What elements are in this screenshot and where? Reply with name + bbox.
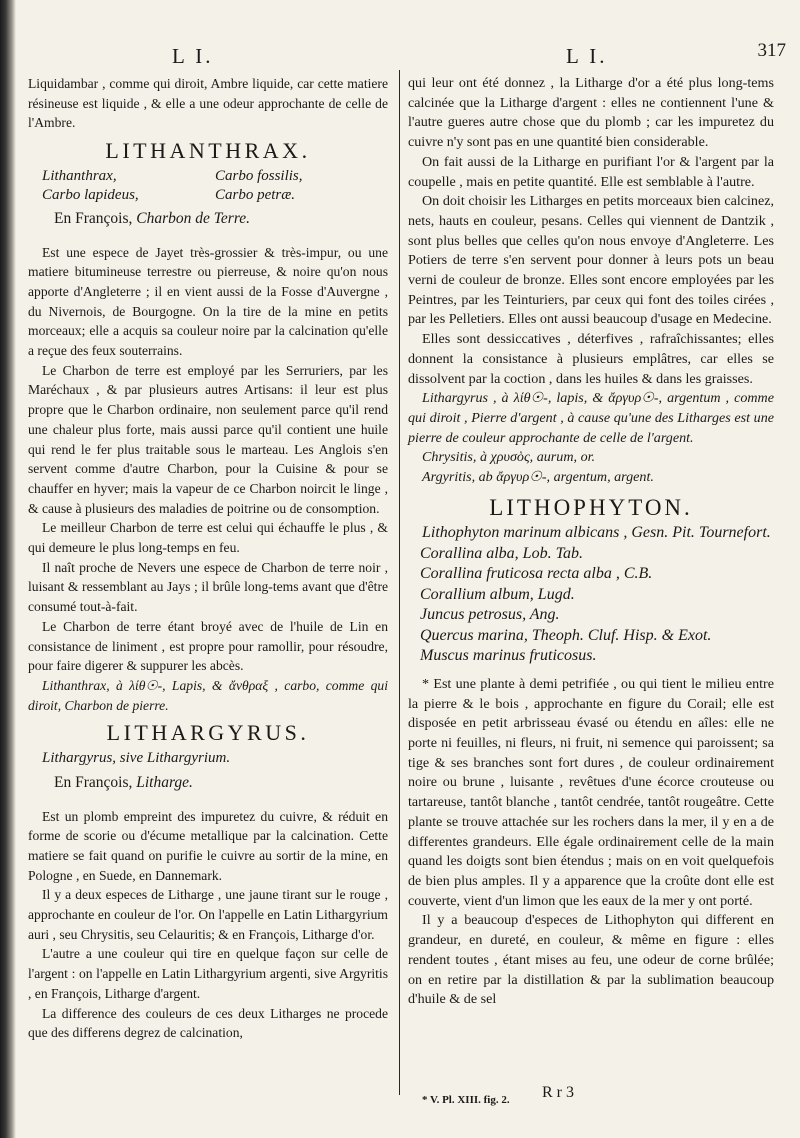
entry-title-lithophyton: LITHOPHYTON. bbox=[489, 494, 693, 520]
french-name-lithargyrus bbox=[28, 773, 388, 793]
footnote: * V. Pl. XIII. fig. 2. bbox=[422, 1094, 510, 1106]
left-column bbox=[28, 74, 388, 1043]
french-term: Charbon de Terre. bbox=[136, 209, 251, 227]
etymology-paragraph: Lithargyrus , à λίθ☉-, lapis, & ἄργυρ☉-, argentum , comme qui diroit , Pierre d'argent , à cause qu'une des Litharges est une pierre de couleur approchante de celle de l'argent. bbox=[408, 390, 774, 446]
synonyms-lithanthrax bbox=[28, 167, 388, 205]
synonym: Carbo lapideus, bbox=[42, 186, 139, 203]
paragraph: Il y a deux especes de Litharge , une jaune tirant sur le rouge , approchante en couleur de l'or. On l'appelle en Latin Lithargyrium auri , seu Chrysitis, seu Celauritis; & en François, Litharge d'or. bbox=[28, 887, 388, 942]
intro-paragraph: Liquidambar , comme qui diroit, Ambre liquide, car cette matiere résineuse est liquide , & elle a une odeur approchante de celle de l'Ambre. bbox=[28, 76, 388, 131]
running-head-right: L I. bbox=[566, 44, 608, 68]
etymology-paragraph: Lithanthrax, à λίθ☉-, Lapis, & ἄνθραξ , carbo, comme qui diroit, Charbon de pierre. bbox=[28, 677, 388, 713]
synonym: Corallium album, Lugd. bbox=[420, 585, 575, 603]
paragraph: Est une espece de Jayet très-grossier & très-impur, ou une matiere bitumineuse terrestre ou pierreuse, & noire qu'on nous apporte d'Angleterre ; il en vient aussi de la Fosse d'Auvergne , du Nivernois, de Bourgogne. On la tire de la mine en petits morceaux; elle a acquis sa couleur noire par la calcination qu'elle a reçue des feux souterrains. bbox=[28, 244, 388, 359]
french-prefix: En François, bbox=[54, 773, 133, 791]
paragraph: Le Charbon de terre étant broyé avec de l'huile de Lin en consistance de liniment , est propre pour ramollir, pour résoudre, pour faire digerer & suppurer les abcès. bbox=[28, 618, 388, 674]
synonym: Muscus marinus fruticosus. bbox=[420, 647, 597, 665]
french-prefix: En François, bbox=[54, 209, 133, 227]
paragraph: Le Charbon de terre est employé par les Serruriers, par les Maréchaux , & par plusieurs autres Artisans: il leur est plus propre que le Charbon ordinaire, non seulement parce qu'il rend une chaleur plus forte, mais aussi parce qu'il contient une huile qui rend le fer plus traitable sous le marteau. Les Anglois s'en servent comme d'autre Charbon, pour la Cuisine & pour se chauffer en hyver; mais la vapeur de ce Charbon noircit le linge , & cause à plusieurs des maladies de poitrine ou de consomption. bbox=[28, 362, 388, 516]
etymology-line: Chrysitis, à χρυσὸς, aurum, or. bbox=[422, 449, 596, 466]
synonym: Corallina alba, Lob. Tab. bbox=[420, 544, 584, 562]
paragraph: Il naît proche de Nevers une espece de Charbon de terre noir , luisant & ressemblant au Jays ; il brûle long-tems avant que d'être consumé tout-à-fait. bbox=[28, 559, 388, 615]
paragraph: Il y a beaucoup d'especes de Lithophyton qui different en grandeur, en dureté, en couleur, & même en figure : elles rendent toutes , étant mises au feu, une odeur de corne brûlée; on en retire par la distillation & par la sublimation beaucoup d'huile & de sel bbox=[408, 912, 774, 1008]
french-name-lithanthrax bbox=[28, 209, 388, 229]
synonyms-lithophyton bbox=[408, 523, 774, 667]
synonym: Juncus petrosus, Ang. bbox=[420, 606, 560, 624]
paragraph: * Est une plante à demi petrifiée , ou qui tient le milieu entre la pierre & le bois , approchante en figure du Corail; elle est disposée en petit arbrisseau évasé ou étendu en aîles: elle ne porte ni feuilles, ni fleurs, ni fruit, ni semence qui paroissent; sa tige & ses branches sont fort dures , de couleur ordinairement noire ou brune , luisante , revêtues d'une écorce crouteuse ou tartareuse, tantôt blanche , tantôt cendrée, tantôt rougeâtre. Cette plante se trouve attachée sur les rochers dans la mer, il y en a de differentes grandeurs. Elle égale ordinairement celle de la main quand les doigts sont bien étendus ; mais on en voit quelquefois de bien plus amples. Il y a apparence que la croûte dont elle est couverte, vient d'un limon que les eaux de la mer y ont porté. bbox=[408, 675, 774, 909]
etymology-line: Argyritis, ab ἄργυρ☉-, argentum, argent. bbox=[422, 469, 654, 486]
synonym: Carbo petræ. bbox=[215, 186, 296, 203]
binding-shadow bbox=[0, 0, 16, 1138]
french-term: Litharge. bbox=[136, 773, 193, 791]
column-divider bbox=[399, 70, 400, 1095]
synonym: Lithanthrax, bbox=[42, 167, 117, 184]
paragraph: Est un plomb empreint des impuretez du cuivre, & réduit en forme de scorie ou d'écume metallique par la calcination. Cette matiere se fait quand on purifie le cuivre au sortir de la mine, en Pologne , en Suede, en Dannemark. bbox=[28, 808, 388, 883]
entry-title-lithanthrax: LITHANTHRAX. bbox=[105, 138, 311, 164]
paragraph: Elles sont dessiccatives , déterfives , rafraîchissantes; elles donnent la consistance à plusieurs emplâtres, car elles se dissolvent par la coction , dans les huiles & dans les graisses. bbox=[408, 331, 774, 387]
paragraph: L'autre a une couleur qui tire en quelque façon sur celle de l'argent : on l'appelle en Latin Lithargyrium argenti, sive Argyritis , en François, Litharge d'argent. bbox=[28, 946, 388, 1001]
synonym: Corallina fruticosa recta alba , C.B. bbox=[420, 565, 653, 583]
synonym: Quercus marina, Theoph. Cluf. Hisp. & Exot. bbox=[420, 626, 712, 644]
paragraph: Le meilleur Charbon de terre est celui qui échauffe le plus , & qui demeure le plus long-temps en feu. bbox=[28, 520, 388, 556]
page-number: 317 bbox=[757, 40, 786, 61]
entry-title-lithargyrus: LITHARGYRUS. bbox=[106, 720, 310, 746]
paragraph: La difference des couleurs de ces deux Litharges ne procede que des differens degrez de calcination, bbox=[28, 1005, 388, 1041]
synonym: Carbo fossilis, bbox=[215, 167, 303, 184]
running-head-left: L I. bbox=[172, 44, 214, 68]
synonyms-lithargyrus: Lithargyrus, sive Lithargyrium. bbox=[42, 750, 231, 767]
signature-mark: R r 3 bbox=[542, 1084, 574, 1101]
paragraph: On doit choisir les Litharges en petits morceaux bien calcinez, nets, hauts en couleur, pesans. Celles qui viennent de Dantzik , sont plus belles que celles qu'on nous envoye d'Angleterre. Les Potiers de terre s'en servent pour donner à leurs pots un beau verni de couleur de bronze. Elles sont encore employées par les Peintres, par les Teinturiers, par ceux qui font des toiles cirées , par les Pelletiers. Elles ont aussi beaucoup d'usage en Medecine. bbox=[408, 193, 774, 328]
paragraph: On fait aussi de la Litharge en purifiant l'or & l'argent par la coupelle , mais en petite quantité. Elle est semblable à l'autre. bbox=[408, 153, 774, 190]
right-column bbox=[408, 74, 774, 1010]
paragraph: qui leur ont été donnez , la Litharge d'or a été plus long-tems calcinée que la Litharge d'argent : elles ne contiennent l'une & l'autre gueres autre chose que du plomb ; car les impuretez du cuivre n'y sont pas en une quantité bien considerable. bbox=[408, 75, 774, 151]
synonym: Lithophyton marinum albicans , Gesn. Pit. Tournefort. bbox=[422, 524, 771, 542]
